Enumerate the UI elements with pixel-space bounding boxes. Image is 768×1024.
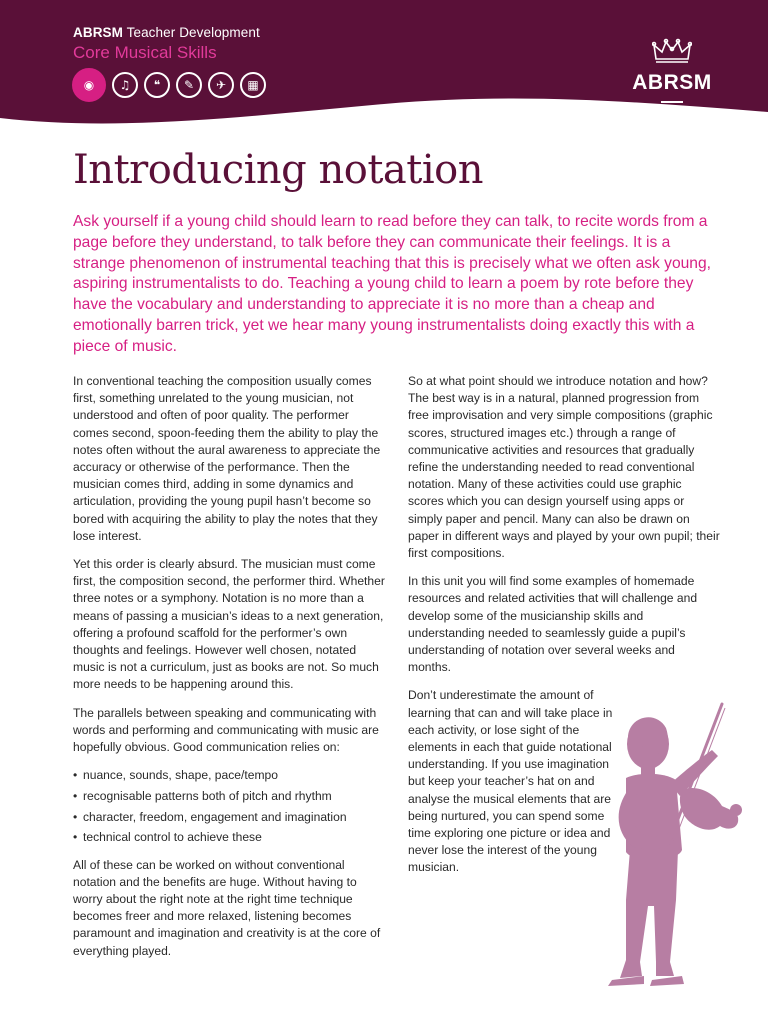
page-title: Introducing notation [73,147,483,193]
left-column [73,373,385,971]
score-icon: ♫ [112,72,138,98]
series-title: Core Musical Skills [73,43,217,62]
logo-wordmark: ABRSM [632,71,712,94]
communication-list [73,767,385,846]
ensemble-icon: ▦ [240,72,266,98]
movement-icon: ✈ [208,72,234,98]
violinist-silhouette-icon [586,700,756,988]
improvise-icon: ✎ [176,72,202,98]
left-paragraph-4: All of these can be worked on without conventional notation and the benefits are huge. Without having to worry about the right note at the right time technique becomes freer and more relaxed, listening becomes paramount and imagination and creativity is at the core of everything played. [73,857,381,958]
brand-suffix: Teacher Development [126,25,260,40]
brand-line [73,25,260,40]
listening-ear-icon: ◉ [72,68,106,102]
left-paragraph-3: The parallels between speaking and communicating with words and performing and communicating with music are hopefully obvious. Good communication relies on: [73,705,379,755]
left-paragraph-1: In conventional teaching the composition usually comes first, something unrelated to the young musician, not understood and often of poor quality. The performer comes second, spoon-feeding them the ability to play the notes often without the aural awareness to appreciate the accuracy or otherwise of the performance. Then the musician comes third, adding in some dynamics and articulation, providing the young pupil hasn’t become so bored with acquiring the ability to play the notes that they lose interest. [73,374,381,543]
list-item: • recognisable patterns both of pitch and rhythm [73,788,385,805]
right-paragraph-1: So at what point should we introduce notation and how? The best way is in a natural, planned progression from free improvisation and very simple compositions (graphic scores, structured images etc.) through a range of communicative activities and resources that gradually refine the understanding needed to read conventional notation. Many of these activities could use graphic scores which you can design yourself using apps or simply paper and pencil. Many can also be drawn on paper in different ways and played by your own pupil; their first compositions. [408,374,720,561]
brand-name: ABRSM [73,25,123,40]
right-paragraph-3: Don’t underestimate the amount of learning that can and will take place in each activity, or lose sight of the elements in each that guide notational understanding. If you use imagination but keep your teacher’s hat on and analyse the musical elements that are being nurtured, you can spend some time exploring one picture or idea and never lose the interest of the young musician. [408,688,613,875]
abrsm-logo [628,38,716,103]
list-item: • nuance, sounds, shape, pace/tempo [73,767,385,784]
list-item: • technical control to achieve these [73,829,385,846]
crown-icon [652,38,692,64]
intro-paragraph: Ask yourself if a young child should learn to read before they can talk, to recite words from a page before they understand, to talk before they can communicate their feelings. It is a strange phenomenon of instrumental teaching that this is precisely what we often ask young, aspiring instrumentalists to do. Teaching a young child to learn a poem by rote before they have the vocabulary and understanding to appreciate it is no more than a cheap and emotionally barren trick, yet we hear many young instrumentalists doing exactly this with a piece of music. [73,213,711,355]
left-paragraph-2: Yet this order is clearly absurd. The musician must come first, the composition second, the performer third. Whether three notes or a symphony. Notation is no more than a means of passing a musician’s ideas to a next generation, offering a profound scaffold for the performer’s own thoughts and feelings. However well chosen, notated music is not a curriculum, just as books are not. So much more needs to be happening around this. [73,557,385,692]
logo-underline [661,101,683,103]
list-item: • character, freedom, engagement and imagination [73,809,385,826]
skill-icon-row [72,72,266,102]
speech-icon: ❝ [144,72,170,98]
right-paragraph-2: In this unit you will find some examples of homemade resources and related activities that will challenge and develop some of the musicianship skills and understanding needed to seamlessly guide a pupil’s understanding of notation over several weeks and months. [408,574,698,675]
